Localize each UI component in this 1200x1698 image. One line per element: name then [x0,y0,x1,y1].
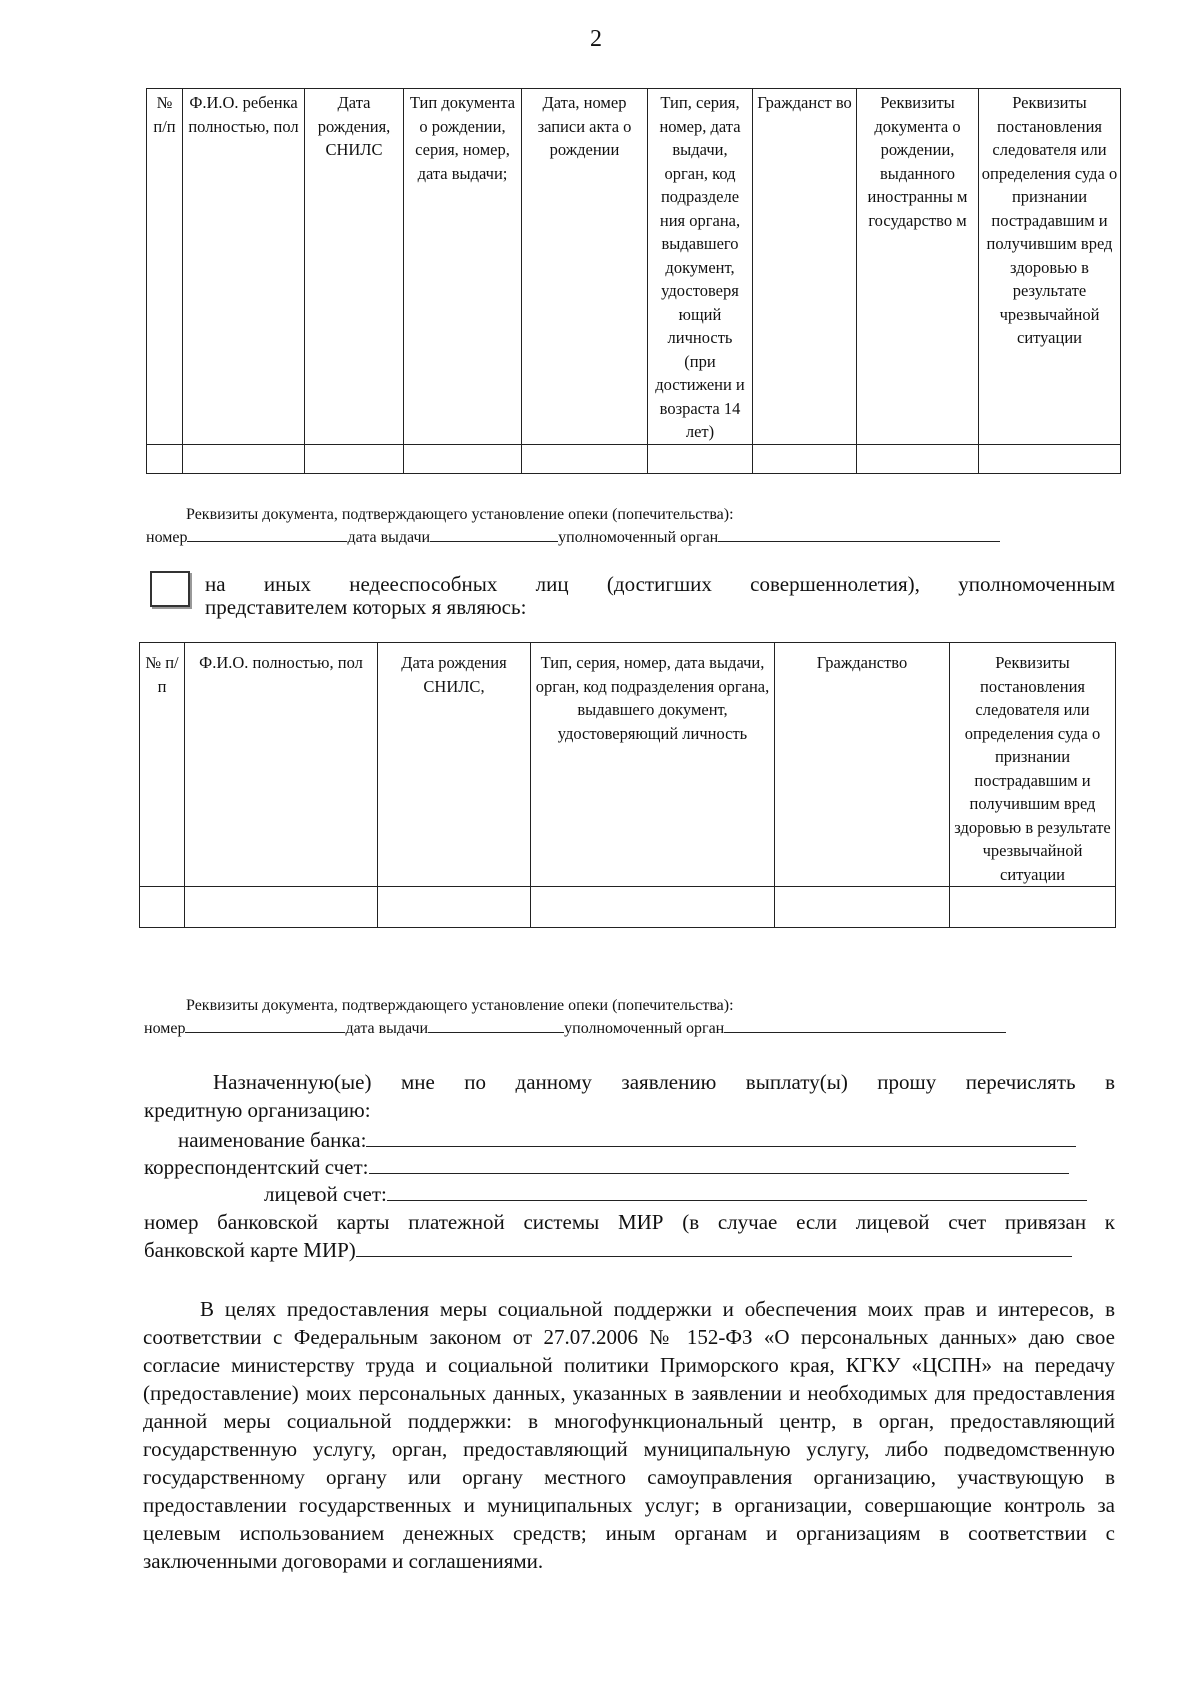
card-line1: номер банковской карты платежной системы МИР (в случае если лицевой счет привязан к [144,1210,1115,1234]
incapable-persons-table [139,642,1116,928]
table-cell[interactable] [305,444,404,473]
table-cell[interactable] [857,444,979,473]
organ-field[interactable] [724,1017,1006,1033]
page-number: 2 [590,26,602,52]
organ-field[interactable] [718,526,1000,542]
organ-label: уполномоченный орган [564,1020,725,1037]
bank-name-row [178,1126,1076,1154]
consent-paragraph: В целях предоставления меры социальной поддержки и обеспечения моих прав и интересов, в соответствии с Федеральным законом от 27.07.2006 № 152-ФЗ «О персональных данных» даю свое согласие министерству труда и социальной политики Приморского края, КГКУ «ЦСПН» на передачу (предоставление) моих персональных данных, указанных в заявлении и необходимых для предоставления данной меры социальной поддержки: в многофункциональный центр, в орган, предоставляющий государственную услугу, орган, предоставляющий муниципальную услугу, либо подведомственную государственному органу или органу местного самоуправления организацию, участвующую в предоставлении государственных и муниципальных услуг; в организации, совершающие контроль за целевым использованием денежных средств; иным органам и организациям в соответствии с заключенными договорами и соглашениями. [143,1297,1115,1573]
number-label: номер [144,1020,186,1037]
table-cell[interactable] [147,444,183,473]
column-header: Тип, серия, номер, дата выдачи, орган, код подразделения органа, выдавшего документ, удостоверяющий личность [531,643,775,887]
table-cell[interactable] [140,887,185,928]
incapable-persons-checkbox[interactable] [150,571,190,607]
date-field[interactable] [430,526,558,542]
number-field[interactable] [187,526,347,542]
number-label: номер [146,529,188,546]
column-header: Гражданст во [753,89,857,445]
column-header: Ф.И.О. ребенка полностью, пол [183,89,305,445]
column-header: Реквизиты постановления следователя или определения суда о признании пострадавшим и получившим вред здоровью в результате чрезвычайной ситуации [979,89,1121,445]
table-header-row [140,643,1116,887]
corr-account-label: корреспондентский счет: [144,1155,369,1179]
column-header: Реквизиты документа о рождении, выданного иностранны м государство м [857,89,979,445]
column-header: Дата, номер записи акта о рождении [522,89,648,445]
column-header: № п/п [147,89,183,445]
organ-label: уполномоченный орган [558,529,719,546]
table-cell[interactable] [404,444,522,473]
personal-account-field[interactable] [387,1180,1087,1201]
personal-account-row [264,1180,1087,1208]
table-cell[interactable] [522,444,648,473]
card-row [144,1236,1072,1264]
table-cell[interactable] [648,444,753,473]
table-cell[interactable] [775,887,950,928]
column-header: Дата рождения СНИЛС, [378,643,531,887]
date-field[interactable] [428,1017,564,1033]
payment-intro-line1: Назначенную(ые) мне по данному заявлению выплату(ы) прошу перечислять в [213,1070,1115,1094]
corr-account-row [144,1153,1069,1181]
date-label: дата выдачи [347,529,431,546]
bank-name-field[interactable] [366,1126,1076,1147]
table-header-row [147,89,1121,445]
checkbox-label-line1: на иных недееспособных лиц (достигших совершеннолетия), уполномоченным [205,572,1115,596]
guardianship-fields [144,1017,1006,1040]
column-header: № п/п [140,643,185,887]
card-label: банковской карте МИР) [144,1238,356,1262]
children-table [146,88,1121,474]
table-cell[interactable] [378,887,531,928]
guardianship-fields [146,526,1000,549]
table-cell[interactable] [753,444,857,473]
table-cell[interactable] [531,887,775,928]
date-label: дата выдачи [345,1020,429,1037]
payment-intro-line2: кредитную организацию: [144,1098,371,1122]
column-header: Тип, серия, номер, дата выдачи, орган, код подразделе ния органа, выдавшего документ, удостоверя ющий личность (при достижени и возраста 14 лет) [648,89,753,445]
column-header: Реквизиты постановления следователя или определения суда о признании пострадавшим и получившим вред здоровью в результате чрезвычайной ситуации [950,643,1116,887]
column-header: Дата рождения, СНИЛС [305,89,404,445]
guardianship-title: Реквизиты документа, подтверждающего установление опеки (попечительства): [186,997,734,1014]
table-cell[interactable] [950,887,1116,928]
guardianship-title: Реквизиты документа, подтверждающего установление опеки (попечительства): [186,506,734,523]
table-cell[interactable] [979,444,1121,473]
table-row[interactable] [147,444,1121,473]
corr-account-field[interactable] [369,1153,1069,1174]
column-header: Ф.И.О. полностью, пол [185,643,378,887]
personal-account-label: лицевой счет: [264,1182,387,1206]
column-header: Тип документа о рождении, серия, номер, дата выдачи; [404,89,522,445]
checkbox-label-line2: представителем которых я являюсь: [205,595,527,619]
number-field[interactable] [185,1017,345,1033]
card-number-field[interactable] [356,1236,1072,1257]
table-row[interactable] [140,887,1116,928]
table-cell[interactable] [185,887,378,928]
bank-name-label: наименование банка: [178,1128,367,1152]
table-cell[interactable] [183,444,305,473]
column-header: Гражданство [775,643,950,887]
